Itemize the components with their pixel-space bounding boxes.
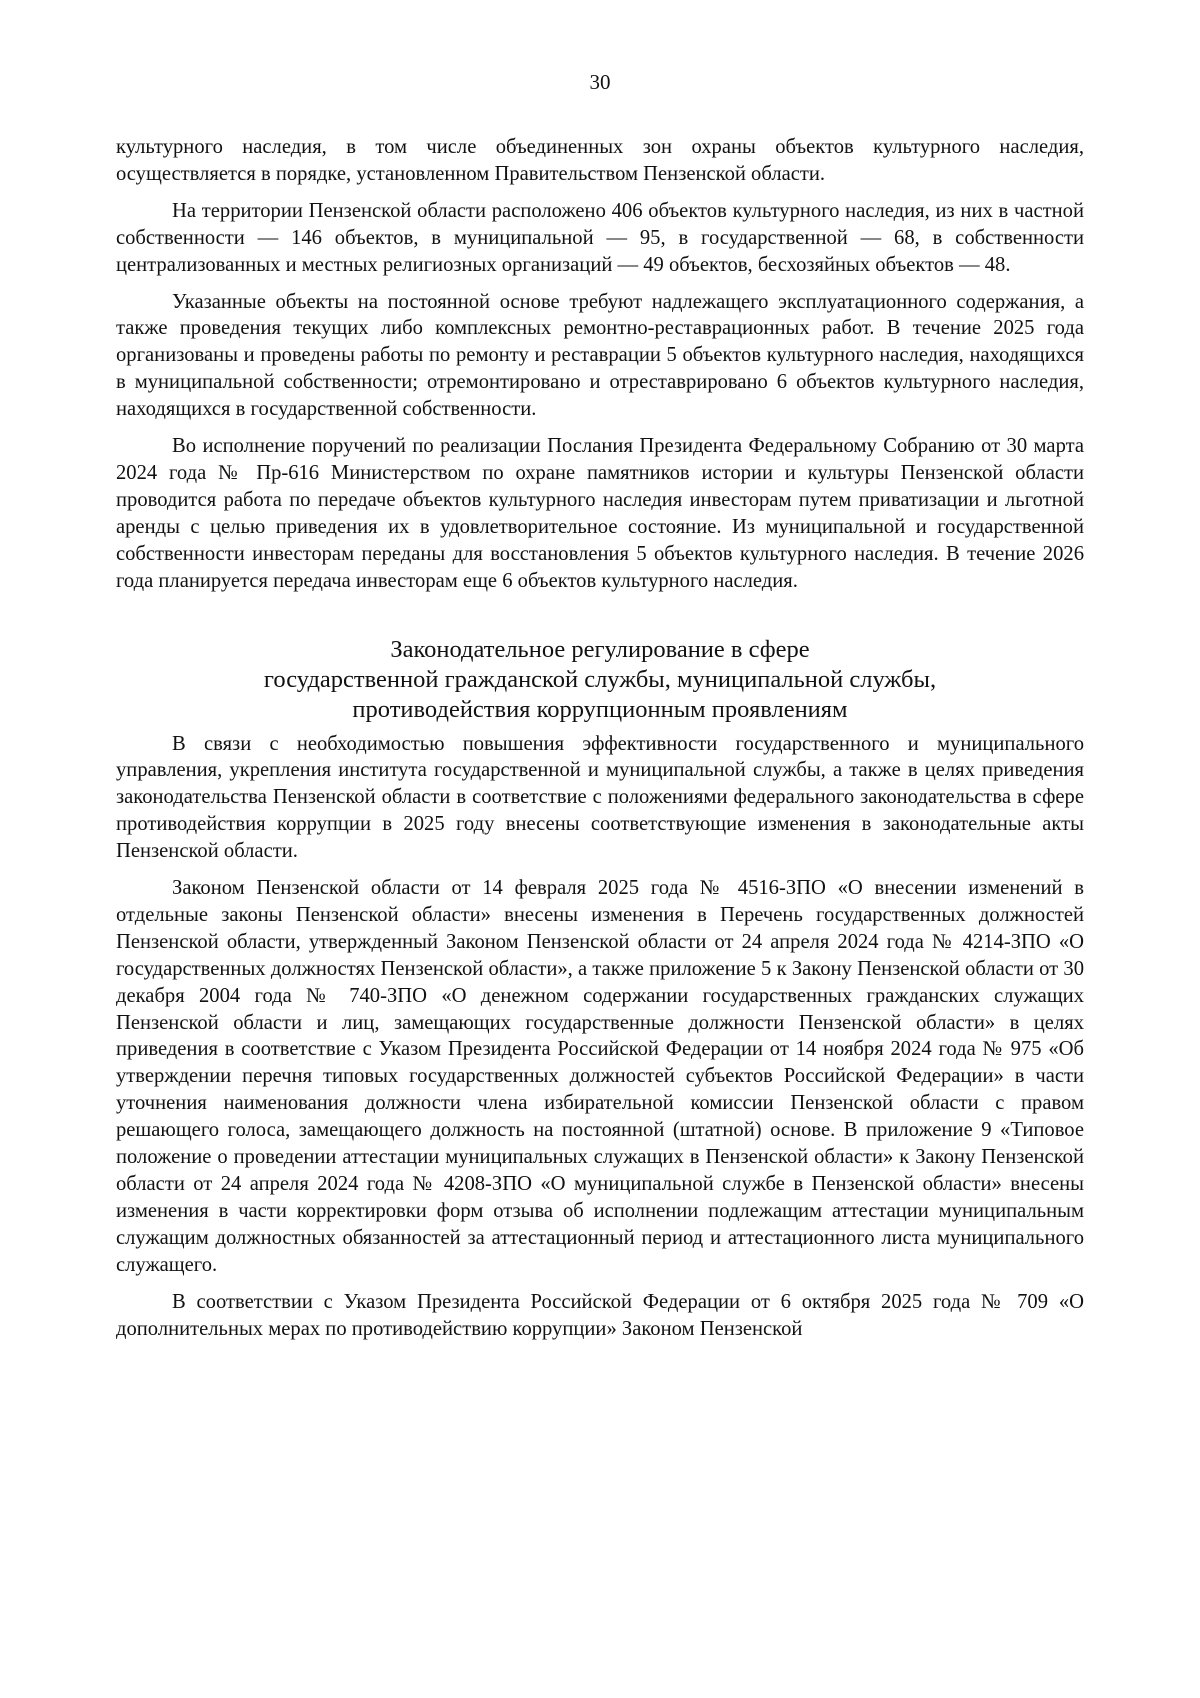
paragraph-restoration: Указанные объекты на постоянной основе требуют надлежащего эксплуатационного содержания, а также проведения текущих либо комплексных ремонтно-реставрационных работ. В течение 2025 года организованы и проведены работы по ремонту и реставрации 5 объектов культурного наследия, находящихся в муниципальной собственности; отремонтировано и отреставрировано 6 объектов культурного наследия, находящихся в государственной собственности. — [116, 290, 1084, 421]
paragraph-investors: Во исполнение поручений по реализации Послания Президента Федеральному Собранию от 30 марта 2024 года № Пр-616 Министерством по охране памятников истории и культуры Пензенской области проводится работа по передаче объектов культурного наследия инвесторам путем приватизации и льготной аренды с целью приведения их в удовлетворительное состояние. Из муниципальной и государственной собственности инвесторам переданы для восстановления 5 объектов культурного наследия. В течение 2026 года планируется передача инвесторам еще 6 объектов культурного наследия. — [116, 435, 1084, 592]
paragraph-decree-709: В соответствии с Указом Президента Российской Федерации от 6 октября 2025 года № 709 «О дополнительных мерах по противодействию коррупции» Законом Пензенской — [116, 1290, 1084, 1340]
section-heading-line-1: Законодательное регулирование в сфере — [390, 635, 810, 663]
paragraph-heritage-count: На территории Пензенской области расположено 406 объектов культурного наследия, из них в частной собственности — 146 объектов, в муниципальной — 95, в государственной — 68, в собственности централизованных и местных религиозных организаций — 49 объектов, бесхозяйных объектов — 48. — [116, 199, 1084, 276]
paragraph-legislation-intro: В связи с необходимостью повышения эффективности государственного и муниципального управления, укрепления института государственной и муниципальной службы, а также в целях приведения законодательства Пензенской области в соответствие с положениями федерального законодательства в сфере противодействия коррупции в 2025 году внесены соответствующие изменения в законодательные акты Пензенской области. — [116, 732, 1084, 863]
document-body — [116, 134, 1084, 1342]
paragraph-continuation: культурного наследия, в том числе объединенных зон охраны объектов культурного наследия, осуществляется в порядке, установленном Правительством Пензенской области. — [116, 136, 1084, 185]
section-heading-line-2: государственной гражданской службы, муниципальной службы, — [263, 665, 937, 693]
section-heading — [116, 635, 1084, 725]
page-number: 30 — [589, 70, 611, 94]
section-heading-line-3: противодействия коррупционным проявлениям — [352, 695, 848, 723]
paragraph-law-4516: Законом Пензенской области от 14 февраля 2025 года № 4516-ЗПО «О внесении изменений в отдельные законы Пензенской области» внесены изменения в Перечень государственных должностей Пензенской области, утвержденный Законом Пензенской области от 24 апреля 2024 года № 4214-ЗПО «О государственных должностях Пензенской области», а также приложение 5 к Закону Пензенской области от 30 декабря 2004 года № 740-ЗПО «О денежном содержании государственных гражданских служащих Пензенской области и лиц, замещающих государственные должности Пензенской области» в целях приведения в соответствие с Указом Президента Российской Федерации от 14 ноября 2024 года № 975 «Об утверждении перечня типовых государственных должностей субъектов Российской Федерации» в части уточнения наименования должности члена избирательной комиссии Пензенской области с правом решающего голоса, замещающего должность на постоянной (штатной) основе. В приложение 9 «Типовое положение о проведении аттестации муниципальных служащих в Пензенской области» к Закону Пензенской области от 24 апреля 2024 года № 4208-ЗПО «О муниципальной службе в Пензенской области» внесены изменения в части корректировки форм отзыва об исполнении подлежащим аттестации муниципальным служащим должностных обязанностей за аттестационный период и аттестационного листа муниципального служащего. — [116, 877, 1084, 1276]
